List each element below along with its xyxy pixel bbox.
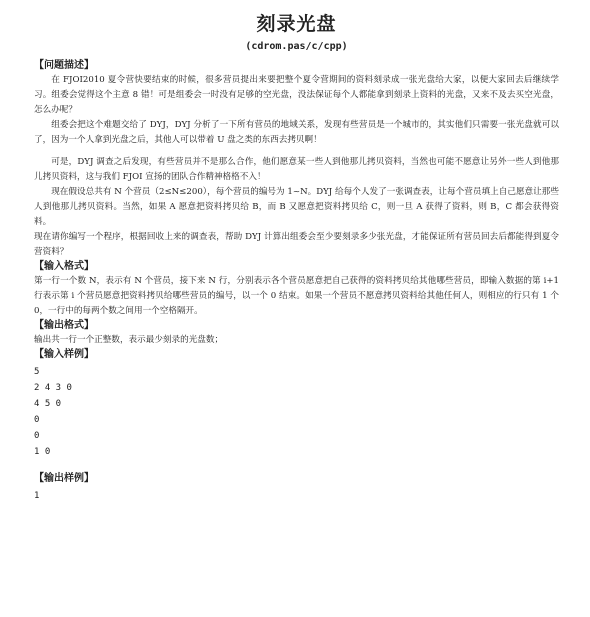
problem-page [34, 12, 559, 504]
input-sample-line: 1 0 [34, 447, 51, 457]
output-format-text: 输出共一行一个正整数，表示最少刻录的光盘数； [34, 335, 224, 345]
input-format-heading: 【输入格式】 [34, 261, 94, 272]
problem-paragraph-3: 可是，DYJ 调查之后发现，有些营员并不是那么合作，他们愿意某一些人到他那儿拷贝资料，当然也可能不愿意让另外一些人到他那儿拷贝资料，这与我们 FJOI 宣扬的团队合作精神格格不入！ [34, 157, 559, 182]
problem-paragraph-5: 现在请你编写一个程序，根据回收上来的调查表，帮助 DYJ 计算出组委会至少要刻录多少张光盘，才能保证所有营员回去后都能得到夏令营资料？ [34, 232, 559, 257]
problem-description-heading: 【问题描述】 [34, 60, 94, 71]
problem-paragraph-1: 在 FJOI2010 夏令营快要结束的时候，很多营员提出来要把整个夏令营期间的资料刻录成一张光盘给大家，以便大家回去后继续学习。组委会觉得这个主意 8 错！可是组委会一时没有足够的空光盘，没法保证每个人都能拿到刻录上资料的光盘，又来不及去买空光盘，怎么办呢？ [34, 75, 559, 115]
input-sample-line: 2 4 3 0 [34, 383, 72, 393]
output-sample-line: 1 [34, 491, 40, 501]
problem-paragraph-4: 现在假设总共有 N 个营员（2≤N≤200），每个营员的编号为 1~N。DYJ 给每个人发了一张调查表，让每个营员填上自己愿意让那些人到他那儿拷贝资料。当然，如果 A 愿意把资料拷贝给 B，而 B 又愿意把资料拷贝给 C，则一旦 A 获得了资料，则 B，C 都会获得资料。 [34, 187, 560, 227]
input-format-text: 第一行一个数 N，表示有 N 个营员，接下来 N 行，分别表示各个营员愿意把自己获得的资料拷贝给其他哪些营员，即输入数据的第 i+1 行表示第 i 个营员愿意把资料拷贝给哪些营员的编号，以一个 0 结束。如果一个营员不愿意拷贝资料给其他任何人，则相应的行只有 1 个 0，一行中的每两个数之间用一个空格隔开。 [34, 276, 559, 316]
input-sample-block [34, 364, 559, 460]
input-sample-line: 5 [34, 367, 40, 377]
problem-paragraph-2: 组委会把这个难题交给了 DYJ，DYJ 分析了一下所有营员的地域关系，发现有些营员是一个城市的，其实他们只需要一张光盘就可以了，因为一个人拿到光盘之后，其他人可以带着 U 盘之类的东西去拷贝啊！ [34, 120, 559, 145]
output-format-heading: 【输出格式】 [34, 320, 94, 331]
input-sample-line: 0 [34, 431, 40, 441]
input-sample-line: 0 [34, 415, 40, 425]
output-sample-heading: 【输出样例】 [34, 473, 94, 484]
section-gap [34, 460, 559, 472]
input-sample-line: 4 5 0 [34, 399, 62, 409]
input-sample-heading: 【输入样例】 [34, 349, 94, 360]
output-sample-block [34, 488, 559, 504]
page-title: 刻录光盘 [256, 13, 337, 35]
paragraph-gap [34, 148, 559, 155]
file-name-subtitle: (cdrom.pas/c/cpp) [245, 41, 348, 52]
